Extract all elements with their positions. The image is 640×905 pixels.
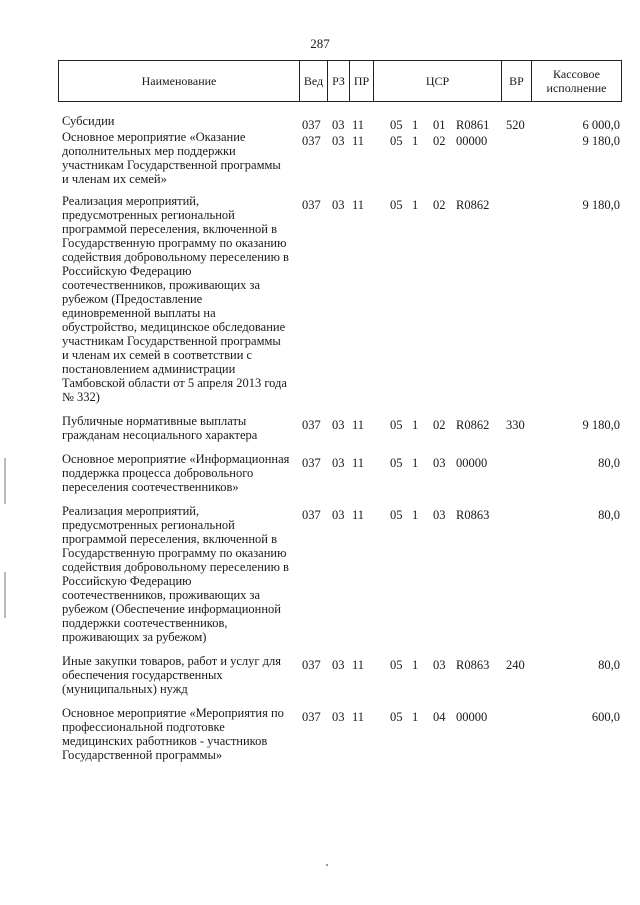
row-name: Иные закупки товаров, работ и услуг для обеспечения государственных (муниципальных) нужд: [62, 654, 282, 696]
row-name: Основное мероприятие «Оказание дополнительных мер поддержки участникам Государственной программы и членам их семей»: [62, 130, 281, 186]
cell-pr: 11: [352, 508, 365, 522]
header-vr: ВР: [501, 61, 531, 101]
cell-csr-event: 03: [433, 658, 446, 672]
scan-margin-mark: [4, 458, 6, 504]
cell-sum: 9 180,0: [582, 418, 620, 432]
cell-pr: 11: [352, 456, 365, 470]
table-body: [58, 102, 622, 762]
cell-csr-subprogram: 1: [412, 198, 419, 212]
cell-rz: 03: [332, 198, 345, 212]
cell-csr-event: 02: [433, 198, 446, 212]
cell-csr-subprogram: 1: [412, 710, 419, 724]
cell-pr: 11: [352, 418, 365, 432]
cell-rz: 03: [332, 418, 345, 432]
cell-rz: 03: [332, 658, 345, 672]
table-row: [58, 504, 622, 644]
scan-margin-mark: [4, 572, 6, 618]
cell-sum: 80,0: [598, 508, 620, 522]
cell-csr-direction: 00000: [456, 134, 488, 148]
cell-vr: 240: [506, 658, 525, 672]
table-header: [58, 60, 622, 102]
table-row: [58, 130, 622, 186]
cell-csr-event: 04: [433, 710, 446, 724]
cell-rz: 03: [332, 118, 345, 132]
cell-csr-program: 05: [390, 118, 403, 132]
table-row: [58, 452, 622, 494]
cell-sum: 80,0: [598, 456, 620, 470]
table-row: [58, 654, 622, 696]
header-name: Наименование: [141, 74, 217, 88]
header-rz: РЗ: [327, 61, 349, 101]
table-row: [58, 706, 622, 762]
cell-pr: 11: [352, 134, 365, 148]
cell-csr-direction: 00000: [456, 456, 488, 470]
row-name: Реализация мероприятий, предусмотренных региональной программой переселения, включенной в Государственную программу по оказанию содействия добровольному переселению в Российскую Федерацию соотечественников, проживающих за рубежом (Предоставление единовременной выплаты на обустройство, медицинское обследование участникам Государственной программы и членам их семей в соответствии с постановлением администрации Тамбовской области от 5 апреля 2013 года № 332): [62, 194, 289, 404]
table-row: [58, 414, 622, 442]
cell-csr-subprogram: 1: [412, 118, 419, 132]
cell-csr-direction: 00000: [456, 710, 488, 724]
cell-csr-program: 05: [390, 134, 403, 148]
scan-speck: [326, 864, 328, 866]
cell-csr-subprogram: 1: [412, 134, 419, 148]
cell-vr: 520: [506, 118, 525, 132]
cell-csr-subprogram: 1: [412, 456, 419, 470]
cell-vr: 330: [506, 418, 525, 432]
cell-csr-program: 05: [390, 198, 403, 212]
cell-rz: 03: [332, 508, 345, 522]
cell-pr: 11: [352, 710, 365, 724]
cell-csr-subprogram: 1: [412, 418, 419, 432]
cell-csr-program: 05: [390, 658, 403, 672]
header-ved: Вед: [299, 61, 327, 101]
header-csr: ЦСР: [373, 61, 501, 101]
cell-csr-direction: R0862: [456, 418, 490, 432]
cell-ved: 037: [302, 658, 321, 672]
cell-sum: 80,0: [598, 658, 620, 672]
row-name: Основное мероприятие «Мероприятия по профессиональной подготовке медицинских работников - участников Государственной программы»: [62, 706, 284, 762]
cell-csr-event: 01: [433, 118, 446, 132]
cell-ved: 037: [302, 134, 321, 148]
cell-ved: 037: [302, 456, 321, 470]
row-name: Основное мероприятие «Информационная поддержка процесса добровольного переселения соотечественников»: [62, 452, 290, 494]
page-number: 287: [310, 36, 330, 51]
cell-ved: 037: [302, 198, 321, 212]
row-name: Субсидии: [62, 114, 115, 128]
cell-rz: 03: [332, 134, 345, 148]
cell-sum: 6 000,0: [582, 118, 620, 132]
row-name: Реализация мероприятий, предусмотренных региональной программой переселения, включенной в Государственную программу по оказанию содействия добровольному переселению в Российскую Федерацию соотечественников, проживающих за рубежом (Обеспечение информационной поддержки соотечественников, проживающих за рубежом): [62, 504, 289, 644]
header-pr: ПР: [349, 61, 373, 101]
cell-pr: 11: [352, 118, 365, 132]
cell-csr-program: 05: [390, 418, 403, 432]
cell-rz: 03: [332, 456, 345, 470]
cell-csr-program: 05: [390, 456, 403, 470]
cell-csr-event: 03: [433, 508, 446, 522]
cell-csr-direction: R0863: [456, 658, 490, 672]
cell-sum: 9 180,0: [582, 134, 620, 148]
cell-pr: 11: [352, 658, 365, 672]
cell-sum: 9 180,0: [582, 198, 620, 212]
cell-ved: 037: [302, 118, 321, 132]
cell-csr-event: 03: [433, 456, 446, 470]
cell-ved: 037: [302, 418, 321, 432]
cell-csr-direction: R0862: [456, 198, 490, 212]
table-row: [58, 114, 622, 132]
cell-ved: 037: [302, 710, 321, 724]
cell-pr: 11: [352, 198, 365, 212]
cell-csr-program: 05: [390, 710, 403, 724]
cell-csr-direction: R0861: [456, 118, 490, 132]
row-name: Публичные нормативные выплаты гражданам несоциального характера: [62, 414, 258, 442]
cell-csr-event: 02: [433, 418, 446, 432]
cell-csr-direction: R0863: [456, 508, 490, 522]
cell-csr-subprogram: 1: [412, 658, 419, 672]
cell-csr-subprogram: 1: [412, 508, 419, 522]
cell-csr-program: 05: [390, 508, 403, 522]
header-sum: Кассовое исполнение: [531, 61, 621, 101]
cell-sum: 600,0: [591, 710, 620, 724]
cell-ved: 037: [302, 508, 321, 522]
cell-rz: 03: [332, 710, 345, 724]
table-row: [58, 194, 622, 404]
cell-csr-event: 02: [433, 134, 446, 148]
